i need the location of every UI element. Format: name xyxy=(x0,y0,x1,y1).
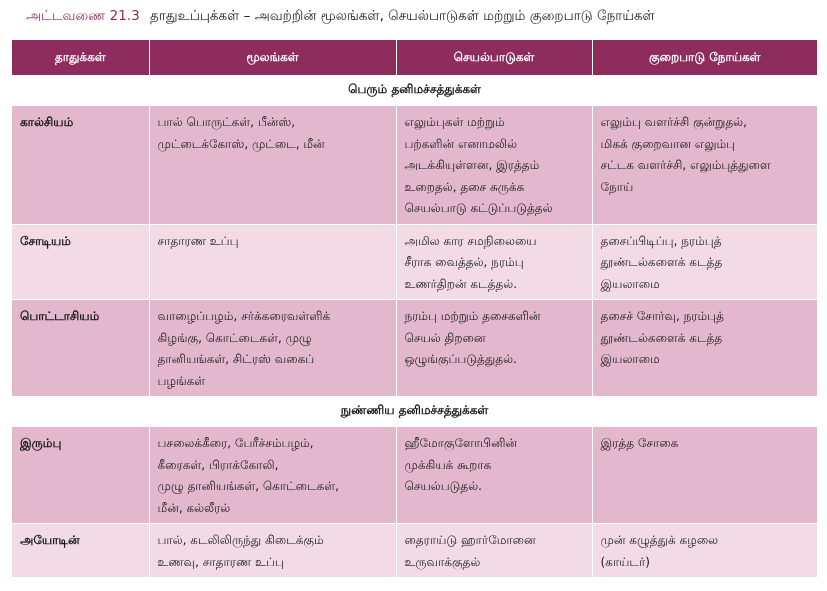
mineral-deficiency: தசைச் சோர்வு, நரம்புத் தூண்டல்களைக் கடத்த இயலாமை xyxy=(592,300,817,397)
mineral-name: பொட்டாசியம் xyxy=(12,300,149,397)
mineral-sources: பால், கடலிலிருந்து கிடைக்கும் உணவு, சாதாரண உப்பு xyxy=(149,524,396,578)
mineral-deficiency: முன் கழுத்துக் கழலை (காய்டர்) xyxy=(592,524,817,578)
mineral-sources: வாழைப்பழம், சர்க்கரைவள்ளிக் கிழங்கு, கொட்டைகள், முழு தானியங்கள், சிட்ரஸ் வகைப் பழங்கள் xyxy=(149,300,396,397)
mineral-deficiency: எலும்பு வளர்ச்சி குன்றுதல், மிகக் குறைவான எலும்பு சட்டக வளர்ச்சி, எலும்புத்துளை நோய் xyxy=(592,106,817,225)
section-title-micro: நுண்ணிய தனிமச்சத்துக்கள் xyxy=(12,396,817,427)
header-sources: மூலங்கள் xyxy=(149,40,396,75)
section-title-macro: பெரும் தனிமச்சத்துக்கள் xyxy=(12,75,817,106)
mineral-sources: பால் பொருட்கள், பீன்ஸ், முட்டைக்கோஸ், முட்டை, மீன் xyxy=(149,106,396,225)
table-row xyxy=(12,300,817,397)
mineral-functions: ஹீமோகுளோபினின் முக்கியக் கூறாக செயல்படுதல். xyxy=(396,427,592,524)
mineral-deficiency: இரத்த சோகை xyxy=(592,427,817,524)
minerals-table xyxy=(12,40,817,577)
table-number: அட்டவணை 21.3 xyxy=(26,8,140,24)
mineral-sources: சாதாரண உப்பு xyxy=(149,224,396,300)
mineral-name: அயோடின் xyxy=(12,524,149,578)
table-row xyxy=(12,106,817,225)
mineral-sources: பசலைக்கீரை, பேரீச்சம்பழம், கீரைகள், பிராக்கோலி, முழு தானியங்கள், கொட்டைகள், மீன், கல்லீரல் xyxy=(149,427,396,524)
mineral-functions: தைராய்டு ஹார்மோனை உருவாக்குதல் xyxy=(396,524,592,578)
mineral-functions: அமில கார சமநிலையை சீராக வைத்தல், நரம்பு உணர்திறன் கடத்தல். xyxy=(396,224,592,300)
mineral-name: இரும்பு xyxy=(12,427,149,524)
table-caption xyxy=(26,8,655,26)
mineral-functions: எலும்புகள் மற்றும் பற்களின் எனாமலில் அடக்கியுள்ளன, இரத்தம் உறைதல், தசை சுருக்க செயல்பாடு கட்டுப்படுத்தல் xyxy=(396,106,592,225)
mineral-name: சோடியம் xyxy=(12,224,149,300)
header-functions: செயல்பாடுகள் xyxy=(396,40,592,75)
table-row xyxy=(12,224,817,300)
mineral-deficiency: தசைப்பிடிப்பு, நரம்புத் தூண்டல்களைக் கடத்த இயலாமை xyxy=(592,224,817,300)
table-title: தாதுஉப்புக்கள் – அவற்றின் மூலங்கள், செயல்பாடுகள் மற்றும் குறைபாடு நோய்கள் xyxy=(150,8,655,24)
section-row xyxy=(12,396,817,427)
header-deficiency: குறைபாடு நோய்கள் xyxy=(592,40,817,75)
mineral-name: கால்சியம் xyxy=(12,106,149,225)
table-row xyxy=(12,427,817,524)
header-row xyxy=(12,40,817,75)
table-row xyxy=(12,524,817,578)
header-minerals: தாதுக்கள் xyxy=(12,40,149,75)
mineral-functions: நரம்பு மற்றும் தசைகளின் செயல் திறனை ஒழுங்குப்படுத்துதல். xyxy=(396,300,592,397)
section-row xyxy=(12,75,817,106)
